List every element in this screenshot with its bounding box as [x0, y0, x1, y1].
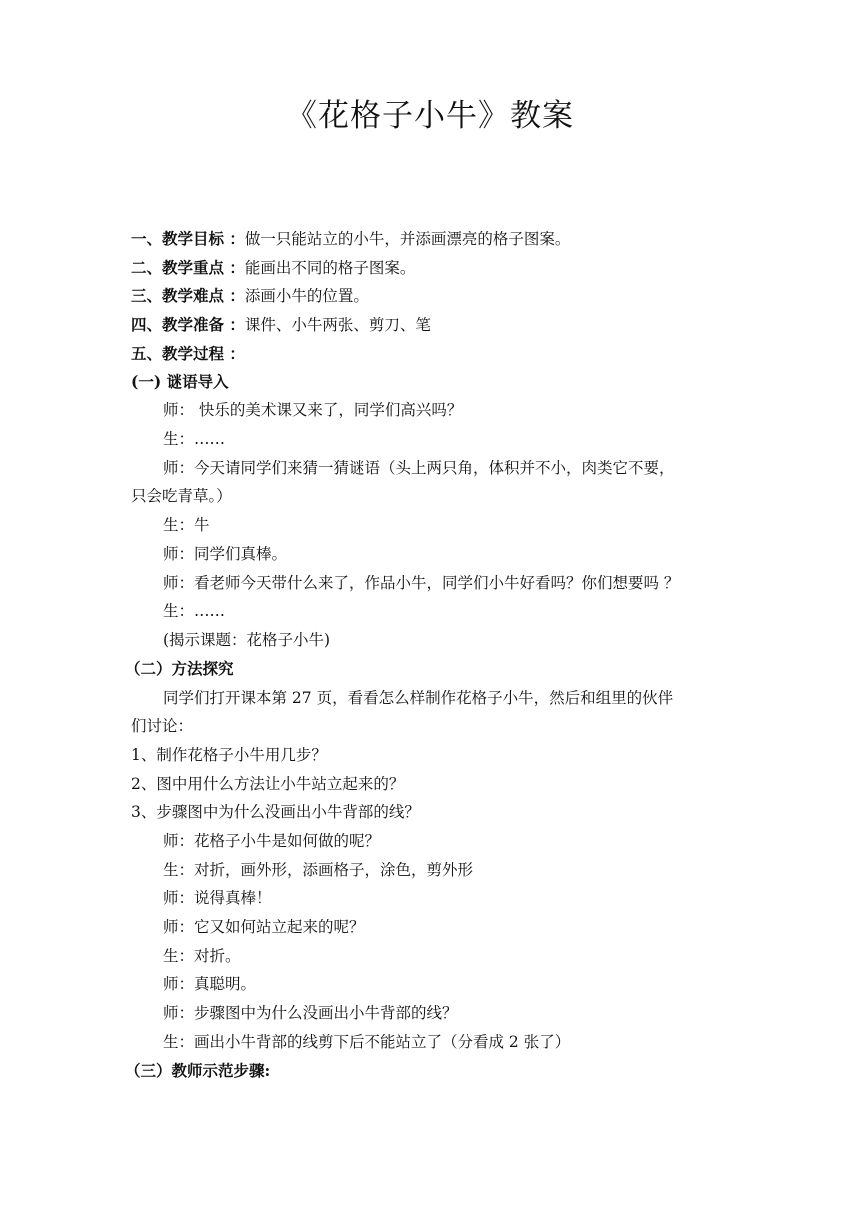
section-text: 能画出不同的格子图案。 [244, 259, 416, 277]
question-item: 1、制作花格子小牛用几步？ [131, 746, 327, 764]
dialogue-line: 师：步骤图中为什么没画出小牛背部的线？ [163, 1004, 458, 1022]
reveal-topic-line: (揭示课题：花格子小牛) [163, 631, 331, 649]
section-difficulty [131, 284, 369, 308]
dialogue-line: 师：看老师今天带什么来了，作品小牛，同学们小牛好看吗？你们想要吗 ？ [163, 574, 680, 592]
dialogue-line: 师：花格子小牛是如何做的呢？ [163, 832, 381, 850]
section-preparation [131, 313, 431, 337]
dialogue-line: 师：它又如何站立起来的呢？ [163, 918, 365, 936]
dialogue-line: 师：同学们真棒。 [163, 545, 288, 563]
subsection-riddle-heading: (一) 谜语导入 [131, 372, 229, 391]
dialogue-line: 生：牛 [163, 516, 210, 534]
dialogue-line: 生：对折。 [163, 947, 241, 965]
dialogue-line: 生：…… [163, 602, 226, 620]
instruction-line-continued: 们讨论： [131, 717, 194, 735]
question-item: 3、步骤图中为什么没画出小牛背部的线？ [131, 803, 420, 821]
subsection-method-heading: （二）方法探究 [125, 659, 234, 678]
section-label: 二、教学重点 ： [131, 258, 245, 277]
dialogue-line-continued: 只会吃青草。） [131, 487, 232, 505]
dialogue-line: 师：今天请同学们来猜一猜谜语（头上两只角，体积并不小，肉类它不要， [163, 459, 675, 477]
dialogue-line: 生：对折，画外形，添画格子，涂色，剪外形 [163, 861, 474, 879]
instruction-line: 同学们打开课本第 27 页，看看怎么样制作花格子小牛，然后和组里的伙伴 [163, 689, 674, 707]
section-process: 五、教学过程 ： [131, 344, 245, 363]
section-text: 课件、小牛两张、剪刀、笔 [244, 316, 431, 334]
section-label: 三、教学难点 ： [131, 286, 245, 305]
section-text: 做一只能站立的小牛，并添画漂亮的格子图案。 [244, 230, 571, 248]
dialogue-line: 师：真聪明。 [163, 975, 257, 993]
document-title: 《花格子小牛》教案 [286, 98, 574, 134]
section-objective [131, 227, 570, 251]
subsection-demo-heading: （三）教师示范步骤: [125, 1061, 271, 1080]
section-text: 添画小牛的位置。 [244, 287, 369, 305]
dialogue-line: 生：画出小牛背部的线剪下后不能站立了（分看成 2 张了） [163, 1033, 571, 1051]
dialogue-line: 师： 快乐的美术课又来了，同学们高兴吗？ [163, 401, 463, 419]
section-label: 一、教学目标 ： [131, 229, 245, 248]
question-item: 2、图中用什么方法让小牛站立起来的？ [131, 775, 405, 793]
dialogue-line: 生：…… [163, 430, 226, 448]
dialogue-line: 师：说得真棒！ [163, 889, 272, 907]
section-key-point [131, 256, 415, 280]
section-label: 四、教学准备 ： [131, 315, 245, 334]
